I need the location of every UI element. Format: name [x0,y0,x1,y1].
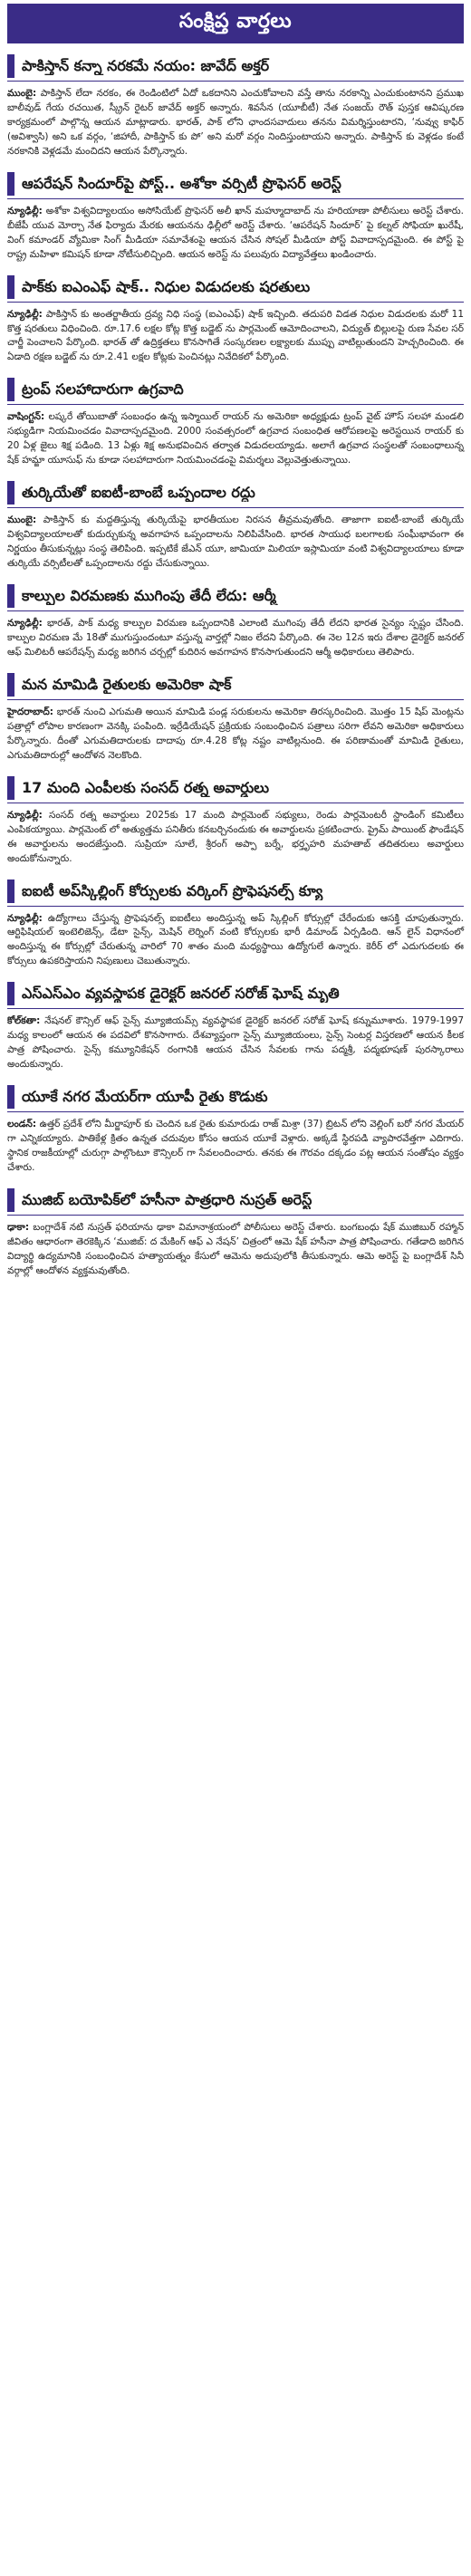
story-body [7,912,464,970]
news-story [7,481,464,572]
section-banner: సంక్షిప్త వార్తలు [7,4,464,43]
story-headline [7,776,464,803]
headline-accent-bar [7,776,14,800]
story-text: పాకిస్తాన్ లేదా నరకం, ఈ రెండింటిలో ఏదో ఒకదానిని ఎంచుకోవాలని వస్తే తాను నరకాన్ని ఎంచుకుంటానని ప్రముఖ బాలీవుడ్ గేయ రచయిత, స్క్రీన్ రైటర్ జావేద్ అక్తర్ అన్నారు. శివసేన (యూబీటీ) నేత సంజయ్ రౌత్ పుస్తక ఆవిష్కరణ కార్యక్రమంలో పాల్గొన్న ఆయన మాట్లాడారు. భారత్, పాక్ లోని ఛాందసవాదులు తనను విమర్శిస్తుంటారని, ‘నువ్వు కాఫిర్ (అవిశ్వాసి) అని ఒక వర్గం, ‘జిహాదీ, పాకిస్తాన్ కు పో’ అని మరో వర్గం నిందిస్తుంటాయని అన్నారు. పాకిస్తాన్ కు వెళ్లడం కంటే నరకానికి వెళ్లడమే మంచిదని ఆయన పేర్కొన్నారు. [7,88,464,157]
story-text: అశోకా విశ్వవిద్యాలయం అసోసియేట్ ప్రొఫెసర్ అలీ ఖాన్ మహ్మూదాబాద్ ను హరియాణా పోలీసులు అరెస్ట్ చేశారు. బీజేపీ యువ మోర్చా నేత ఫిర్యాదు మేరకు ఆయనను ఢిల్లీలో అరెస్ట్ చేశారు. ‘ఆపరేషన్ సిందూర్’ పై కల్నల్ సోఫియా ఖురేషీ, వింగ్ కమాండర్ వ్యోమికా సింగ్ మీడియా సమావేశంపై ఆయన చేసిన సోషల్ మీడియా పోస్ట్ వివాదాస్పదమైంది. ఈ పోస్ట్ పై రాష్ట్ర మహిళా కమిషన్ కూడా నోటీసులిచ్చింది. ఆయన అరెస్ట్ ను పలువురు విద్యావేత్తలు ఖండించారు. [7,205,464,260]
headline-accent-bar [7,879,14,903]
story-body [7,410,464,468]
story-title: యూకే నగర మేయర్‌గా యూపీ రైతు కొడుకు [22,1088,268,1106]
headline-accent-bar [7,1188,14,1212]
story-dateline: న్యూఢిల్లీ: [7,308,43,320]
headline-accent-bar [7,378,14,401]
story-dateline: న్యూఢిల్లీ: [7,618,43,630]
story-body [7,205,464,263]
story-headline [7,172,464,199]
story-title: ఐఐటీ అప్‌స్కిల్లింగ్ కోర్సులకు వర్కింగ్ ప్రొఫెషనల్స్ క్యూ [22,881,323,899]
story-body [7,617,464,660]
story-headline [7,275,464,303]
story-text: బంగ్లాదేశ్ నటి నుస్రత్ ఫరియాను ఢాకా విమానాశ్రయంలో పోలీసులు అరెస్ట్ చేశారు. బంగబంధు షేక్ ముజిబుర్ రహ్మాన్ జీవితం ఆధారంగా తెరకెక్కిన ‘ముజిబ్: ద మేకింగ్ ఆఫ్ ఎ నేషన్’ చిత్రంలో ఆమె షేక్ హసీనా పాత్ర పోషించారు. గతేడాది జరిగిన విద్యార్థి ఉద్యమానికి సంబంధించిన హత్యాయత్నం కేసులో ఆమెను అదుపులోకి తీసుకున్నారు. ఆమె అరెస్ట్ పై బంగ్లాదేశ్ సినీ వర్గాల్లో ఆందోళన వ్యక్తమవుతోంది. [7,1221,464,1276]
story-headline [7,1188,464,1216]
story-body [7,1014,464,1072]
story-text: పాకిస్తాన్ కు మద్దతిస్తున్న తుర్కియేపై భారతీయుల నిరసన తీవ్రమవుతోంది. తాజాగా ఐఐటీ-బాంబే తుర్కియే విశ్వవిద్యాలయాలతో కుదుర్చుకున్న అవగాహన ఒప్పందాలను నిలిపివేసింది. భారత సాయుధ బలగాలకు సంఘీభావంగా ఈ నిర్ణయం తీసుకున్నట్లు సంస్థ తెలిపింది. ఇప్పటికే జేఎన్ యూ, జామియా మిలియా ఇస్లామియా వంటి విశ్వవిద్యాలయాలు కూడా తుర్కియే వర్సిటీలతో ఒప్పందాలను రద్దు చేసుకున్నాయి. [7,514,464,570]
story-headline [7,1085,464,1112]
headline-accent-bar [7,584,14,608]
news-story [7,275,464,366]
story-body [7,308,464,366]
story-text: సంసద్ రత్న అవార్డులు 2025కు 17 మంది పార్లమెంట్ సభ్యులు, రెండు పార్లమెంటరీ స్టాండింగ్ కమిటీలు ఎంపికయ్యాయి. పార్లమెంట్ లో అత్యుత్తమ పనితీరు కనబర్చినందుకు ఈ అవార్డులను ప్రకటించారు. ప్రైమ్ పాయింట్ ఫౌండేషన్ ఈ అవార్డులను అందజేస్తుంది. సుప్రియా సూలే, శ్రీరంగ్ అప్పా బర్నే, భర్తృహరి మహతాబ్ తదితరులు అవార్డులు అందుకోనున్నారు. [7,809,464,864]
story-text: లష్కరే తోయిబాతో సంబంధం ఉన్న ఇస్మాయిల్ రాయర్ ను అమెరికా అధ్యక్షుడు ట్రంప్ వైట్ హౌస్ సలహా మండలి సభ్యుడిగా నియమించడం వివాదాస్పదమైంది. 2000 సంవత్సరంలో ఉగ్రవాద సంబంధిత ఆరోపణలపై అరెస్టయిన రాయర్ కు 20 ఏళ్ల జైలు శిక్ష పడింది. 13 ఏళ్లు శిక్ష అనుభవించిన తర్వాత విడుదలయ్యాడు. అలాగే ఉగ్రవాద సంస్థలతో సంబంధాలున్న షేక్ హమ్జా యూసుఫ్ ను కూడా సలహాదారుగా నియమించడంపై విమర్శలు వెల్లువెత్తుతున్నాయి. [7,411,464,466]
headline-accent-bar [7,982,14,1005]
story-text: భారత్, పాక్ మధ్య కాల్పుల విరమణ ఒప్పందానికి ఎలాంటి ముగింపు తేదీ లేదని భారత సైన్యం స్పష్టం చేసింది. కాల్పుల విరమణ మే 18తో ముగుస్తుందంటూ వస్తున్న వార్తల్లో నిజం లేదని పేర్కొంది. ఈ నెల 12న ఇరు దేశాల డైరెక్టర్ జనరల్ ఆఫ్ మిలిటరీ ఆపరేషన్స్ మధ్య జరిగిన చర్చల్లో కుదిరిన అవగాహన కొనసాగుతుందని ఆర్మీ అధికారులు తెలిపారు. [7,618,464,658]
story-body [7,706,464,764]
story-dateline: న్యూఢిల్లీ: [7,205,43,216]
story-text: ఉత్తర్ ప్రదేశ్ లోని మీర్జాపూర్ కు చెందిన ఒక రైతు కుమారుడు రాజ్ మిశ్రా (37) బ్రిటన్ లోని వెల్లింగ్ బరో నగర మేయర్ గా ఎన్నికయ్యారు. పాతికేళ్ల క్రితం ఉన్నత చదువుల కోసం ఆయన యూకే వెళ్లారు. అక్కడే స్థిరపడి వ్యాపారవేత్తగా ఎదిగారు. స్థానిక రాజకీయాల్లో చురుగ్గా పాల్గొంటూ కౌన్సిలర్ గా సేవలందించారు. తనకు ఈ గౌరవం దక్కడం పట్ల ఆయన సంతోషం వ్యక్తం చేశారు. [7,1119,464,1173]
news-story [7,378,464,468]
story-headline [7,584,464,611]
news-story [7,584,464,660]
story-dateline: ముంబై: [7,514,37,526]
news-story [7,54,464,159]
story-title: కాల్పుల విరమణకు ముగింపు తేదీ లేదు: ఆర్మీ [22,587,276,605]
story-headline [7,673,464,700]
story-title: ట్రంప్ సలహాదారుగా ఉగ్రవాది [22,380,184,399]
story-dateline: న్యూఢిల్లీ: [7,809,43,821]
story-title: పాకిస్తాన్ కన్నా నరకమే నయం: జావేద్ అక్తర్ [22,57,270,74]
story-text: ఉద్యోగాలు చేస్తున్న ప్రొఫెషనల్స్ ఐఐటీలు అందిస్తున్న అప్ స్కిల్లింగ్ కోర్సుల్లో చేరేందుకు ఆసక్తి చూపుతున్నారు. ఆర్టిఫిషియల్ ఇంటెలిజెన్స్, డేటా సైన్స్, మెషిన్ లెర్నింగ్ వంటి కోర్సులకు భారీ డిమాండ్ ఏర్పడింది. ఆన్ లైన్ విధానంలో అందిస్తున్న ఈ కోర్సుల్లో చేరుతున్న వారిలో 70 శాతం మంది మధ్యస్థాయి ఉద్యోగులే ఉన్నారు. కెరీర్ లో ఎదుగుదలకు ఈ కోర్సులు ఉపకరిస్తాయని నిపుణులు చెబుతున్నారు. [7,912,464,967]
headline-accent-bar [7,172,14,196]
news-story [7,172,464,263]
news-story [7,776,464,867]
news-story [7,982,464,1072]
story-dateline: హైదరాబాద్: [7,706,53,717]
story-body [7,1118,464,1176]
story-dateline: ఢాకా: [7,1221,30,1233]
headline-accent-bar [7,275,14,299]
story-dateline: వాషింగ్టన్: [7,411,45,423]
story-dateline: న్యూఢిల్లీ: [7,912,43,924]
story-title: 17 మంది ఎంపీలకు సంసద్ రత్న అవార్డులు [22,778,270,796]
headline-accent-bar [7,481,14,505]
headline-accent-bar [7,54,14,78]
story-headline [7,879,464,907]
news-story [7,1085,464,1176]
story-headline [7,982,464,1009]
news-story [7,673,464,764]
news-story [7,879,464,970]
story-headline [7,378,464,405]
story-text: భారత్ నుంచి ఎగుమతి అయిన మామిడి పండ్ల సరుకులను అమెరికా తిరస్కరించింది. మొత్తం 15 షిప్ మెంట్లను పత్రాల్లో లోపాల కారణంగా వెనక్కి పంపింది. ఇర్రేడియేషన్ ప్రక్రియకు సంబంధించిన పత్రాలు సరిగా లేవని అమెరికా అధికారులు పేర్కొన్నారు. దీంతో ఎగుమతిదారులకు దాదాపు రూ.4.28 కోట్ల నష్టం వాటిల్లనుంది. ఈ పరిణామంతో మామిడి రైతులు, ఎగుమతిదారుల్లో ఆందోళన నెలకొంది. [7,706,464,761]
story-title: ఆపరేషన్ సిందూర్‌పై పోస్ట్.. అశోకా వర్సిటీ ప్రొఫెసర్ అరెస్ట్ [22,174,341,192]
story-title: తుర్కియేతో ఐఐటీ-బాంబే ఒప్పందాల రద్దు [22,484,255,502]
story-title: ఎస్ఎస్ఎం వ్యవస్థాపక డైరెక్టర్ జనరల్ సరోజ్ ఘోష్ మృతి [22,985,340,1003]
story-body [7,87,464,159]
story-title: పాక్‌కు ఐఎంఎఫ్ షాక్.. నిధుల విడుదలకు షరతులు [22,277,311,295]
story-headline [7,481,464,508]
headline-accent-bar [7,1085,14,1109]
news-story [7,1188,464,1279]
story-body [7,1221,464,1279]
story-text: పాకిస్తాన్ కు అంతర్జాతీయ ద్రవ్య నిధి సంస్థ (ఐఎంఎఫ్) షాక్ ఇచ్చింది. తదుపరి విడత నిధుల విడుదలకు మరో 11 కొత్త షరతులు విధించింది. రూ.17.6 లక్షల కోట్ల కొత్త బడ్జెట్ ను పార్లమెంట్ ఆమోదించాలని, విద్యుత్ బిల్లులపై రుణ సేవల సర్ చార్జీ పెంచాలని పేర్కొంది. భారత్ తో ఉద్రిక్తతలు కొనసాగితే సంస్కరణల లక్ష్యాలకు ముప్పు వాటిల్లుతుందని హెచ్చరించింది. ఈ ఏడాది రక్షణ బడ్జెట్ ను రూ.2.41 లక్షల కోట్లకు పెంచినట్లు నివేదికలో పేర్కొంది. [7,308,464,363]
headline-accent-bar [7,673,14,697]
story-body [7,514,464,572]
story-title: ముజిబ్ బయోపిక్‌లో హసీనా పాత్రధారి నుస్రత్ అరెస్ట్ [22,1190,312,1208]
story-list [7,54,464,1279]
story-body [7,809,464,867]
story-dateline: ముంబై: [7,88,37,99]
story-dateline: కోల్‌కతా: [7,1015,41,1027]
story-title: మన మామిడి రైతులకు అమెరికా షాక్ [22,675,232,693]
story-text: నేషనల్ కౌన్సిల్ ఆఫ్ సైన్స్ మ్యూజియమ్స్ వ్యవస్థాపక డైరెక్టర్ జనరల్ సరోజ్ ఘోష్ కన్నుమూశారు. 1979-1997 మధ్య కాలంలో ఆయన ఈ పదవిలో కొనసాగారు. దేశవ్యాప్తంగా సైన్స్ మ్యూజియంలు, సైన్స్ సెంటర్ల విస్తరణలో ఆయన కీలక పాత్ర పోషించారు. సైన్స్ కమ్యూనికేషన్ రంగానికి ఆయన చేసిన సేవలకు గాను పద్మశ్రీ, పద్మభూషణ్ పురస్కారాలు అందుకున్నారు. [7,1015,465,1071]
story-headline [7,54,464,82]
story-dateline: లండన్: [7,1119,37,1130]
